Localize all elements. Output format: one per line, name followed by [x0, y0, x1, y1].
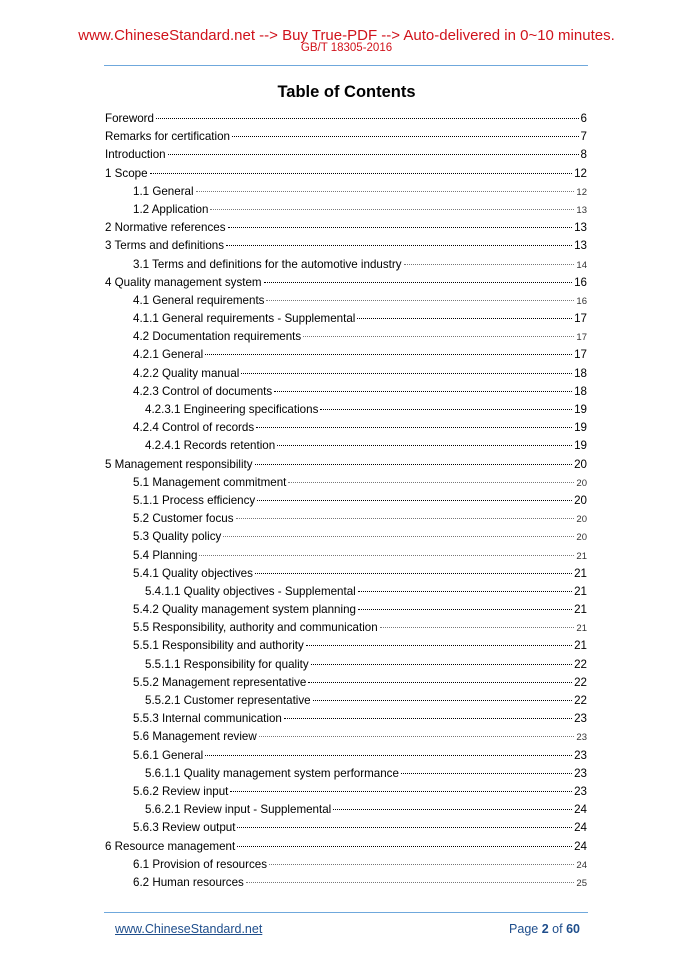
toc-dot-leader — [404, 264, 575, 265]
toc-entry-label: 2 Normative references — [105, 221, 226, 235]
toc-entry-page: 20 — [576, 532, 587, 544]
toc-entry[interactable] — [105, 474, 587, 492]
toc-entry-page: 13 — [576, 204, 587, 216]
toc-entry[interactable] — [105, 874, 587, 892]
toc-entry-page: 20 — [576, 514, 587, 526]
toc-dot-leader — [210, 209, 574, 210]
toc-entry[interactable] — [105, 765, 587, 783]
toc-entry[interactable] — [105, 783, 587, 801]
toc-dot-leader — [274, 391, 572, 392]
toc-entry[interactable] — [105, 128, 587, 146]
toc-entry-page: 16 — [576, 295, 587, 307]
toc-entry-label: 5.6.1.1 Quality management system performance — [145, 766, 399, 780]
toc-entry[interactable] — [105, 146, 587, 164]
toc-entry[interactable] — [105, 383, 587, 401]
footer-divider — [104, 912, 588, 913]
toc-entry-label: 5.6.3 Review output — [133, 821, 236, 835]
toc-entry-page: 12 — [574, 166, 587, 180]
toc-entry[interactable] — [105, 365, 587, 383]
toc-entry[interactable] — [105, 310, 587, 328]
toc-dot-leader — [277, 445, 572, 446]
toc-entry[interactable] — [105, 219, 587, 237]
toc-entry[interactable] — [105, 510, 587, 528]
toc-entry-label: 5.6.1 General — [133, 748, 204, 762]
toc-dot-leader — [241, 373, 572, 374]
toc-dot-leader — [255, 464, 573, 465]
toc-entry-label: Remarks for certification — [105, 130, 230, 144]
toc-entry-page: 16 — [574, 275, 587, 289]
toc-dot-leader — [320, 409, 572, 410]
toc-entry-page: 23 — [574, 748, 587, 762]
page-prefix: Page — [509, 922, 539, 936]
toc-entry-page: 6 — [580, 112, 587, 125]
toc-dot-leader — [246, 882, 575, 883]
toc-entry-page: 23 — [574, 766, 587, 780]
toc-dot-leader — [259, 736, 575, 737]
toc-entry-label: 5.4.1 Quality objectives — [133, 566, 253, 580]
toc-entry-label: 5.5.1.1 Responsibility for quality — [145, 657, 309, 671]
toc-dot-leader — [236, 518, 575, 519]
toc-dot-leader — [333, 809, 572, 810]
toc-entry[interactable] — [105, 801, 587, 819]
toc-entry[interactable] — [105, 819, 587, 837]
toc-entry-page: 24 — [574, 821, 587, 835]
toc-entry-label: 5.5 Responsibility, authority and communication — [133, 621, 378, 635]
toc-entry-label: 5.6 Management review — [133, 730, 257, 744]
toc-entry[interactable] — [105, 674, 587, 692]
toc-entry[interactable] — [105, 656, 587, 674]
toc-dot-leader — [358, 609, 572, 610]
toc-entry-page: 20 — [574, 457, 587, 471]
toc-entry[interactable] — [105, 528, 587, 546]
toc-entry-label: 1 Scope — [105, 166, 148, 180]
toc-dot-leader — [156, 118, 579, 119]
toc-entry[interactable] — [105, 328, 587, 346]
toc-entry-page: 13 — [574, 221, 587, 235]
toc-entry-page: 18 — [574, 366, 587, 380]
toc-entry-label: 5.5.2.1 Customer representative — [145, 694, 311, 707]
toc-entry-page: 21 — [574, 584, 587, 598]
toc-entry-page: 21 — [574, 639, 587, 653]
toc-entry-page: 25 — [576, 877, 587, 889]
toc-dot-leader — [255, 573, 572, 574]
toc-entry-page: 23 — [574, 784, 587, 798]
toc-entry-page: 7 — [580, 130, 587, 144]
toc-entry-page: 21 — [576, 550, 587, 562]
toc-entry-page: 21 — [574, 603, 587, 617]
toc-entry-page: 20 — [576, 477, 587, 489]
toc-entry-page: 19 — [574, 403, 587, 416]
toc-dot-leader — [237, 846, 572, 847]
toc-dot-leader — [311, 664, 572, 665]
toc-entry[interactable] — [105, 237, 587, 255]
toc-entry[interactable] — [105, 856, 587, 874]
toc-entry-page: 22 — [574, 657, 587, 671]
toc-entry-label: 6 Resource management — [105, 839, 236, 853]
toc-entry[interactable] — [105, 274, 587, 292]
toc-entry[interactable] — [105, 183, 587, 201]
toc-dot-leader — [303, 336, 574, 337]
toc-entry-label: 3.1 Terms and definitions for the automotive industry — [133, 257, 402, 271]
toc-entry-page: 14 — [576, 259, 587, 271]
toc-dot-leader — [313, 700, 572, 701]
toc-dot-leader — [266, 300, 574, 301]
toc-entry-label: 6.1 Provision of resources — [133, 857, 268, 871]
toc-entry[interactable] — [105, 201, 587, 219]
toc-entry-label: 5.5.2 Management representative — [133, 675, 307, 689]
toc-entry-label: 1.1 General — [133, 184, 194, 198]
toc-entry[interactable] — [105, 256, 587, 274]
toc-dot-leader — [308, 682, 572, 683]
toc-entry-label: Foreword — [105, 112, 154, 125]
toc-entry[interactable] — [105, 710, 587, 728]
toc-entry[interactable] — [105, 747, 587, 765]
footer-site-link[interactable]: www.ChineseStandard.net — [115, 922, 263, 936]
toc-entry[interactable] — [105, 637, 587, 655]
toc-entry-label: 5 Management responsibility — [105, 457, 253, 471]
toc-entry-label: 5.4.1.1 Quality objectives - Supplemental — [145, 584, 356, 598]
toc-entry-page: 23 — [574, 712, 587, 726]
toc-entry-label: 4.2.1 General — [133, 348, 204, 362]
toc-dot-leader — [168, 154, 579, 155]
toc-entry-label: 4.2.3.1 Engineering specifications — [145, 403, 319, 416]
toc-entry-label: 4.2.2 Quality manual — [133, 366, 240, 380]
toc-entry-page: 19 — [574, 439, 587, 453]
toc-dot-leader — [205, 354, 572, 355]
toc-entry[interactable] — [105, 419, 587, 437]
toc-entry-label: 5.3 Quality policy — [133, 530, 222, 544]
toc-entry-page: 17 — [574, 348, 587, 362]
toc-entry-label: 1.2 Application — [133, 202, 209, 216]
toc-dot-leader — [228, 227, 573, 228]
toc-dot-leader — [199, 555, 574, 556]
toc-entry[interactable] — [105, 728, 587, 746]
toc-entry-label: 4.2 Documentation requirements — [133, 330, 302, 344]
toc-entry-label: 5.4 Planning — [133, 548, 198, 562]
page-title: Table of Contents — [277, 83, 416, 101]
toc-entry-label: 4.2.4 Control of records — [133, 421, 255, 435]
toc-entry-label: 6.2 Human resources — [133, 875, 244, 889]
page-number — [509, 922, 580, 937]
toc-dot-leader — [150, 173, 573, 174]
top-banner-link[interactable]: www.ChineseStandard.net --> Buy True-PDF --> Auto-delivered in 0~10 minutes. — [78, 27, 615, 44]
page-current: 2 — [541, 922, 549, 936]
toc-entry-page: 24 — [576, 859, 587, 871]
toc-entry-page: 24 — [574, 839, 587, 853]
toc-dot-leader — [358, 591, 572, 592]
toc-entry[interactable] — [105, 165, 587, 183]
toc-entry-page: 17 — [576, 332, 587, 344]
toc-entry[interactable] — [105, 547, 587, 565]
table-of-contents — [105, 110, 587, 892]
toc-entry[interactable] — [105, 492, 587, 510]
toc-entry[interactable] — [105, 292, 587, 310]
toc-entry-page: 13 — [574, 239, 587, 253]
toc-entry-label: 4.1 General requirements — [133, 293, 265, 307]
toc-entry-page: 24 — [574, 803, 587, 817]
toc-dot-leader — [284, 718, 572, 719]
page-of: of — [552, 922, 563, 936]
page-total: 60 — [566, 922, 580, 936]
toc-entry-page: 20 — [574, 493, 587, 507]
toc-entry-page: 8 — [580, 148, 587, 162]
toc-dot-leader — [256, 427, 572, 428]
toc-entry-label: 3 Terms and definitions — [105, 239, 225, 253]
toc-dot-leader — [226, 245, 572, 246]
toc-entry[interactable] — [105, 619, 587, 637]
toc-dot-leader — [401, 773, 572, 774]
toc-entry-label: 5.4.2 Quality management system planning — [133, 603, 356, 617]
toc-entry-label: 5.6.2.1 Review input - Supplemental — [145, 803, 332, 817]
toc-entry-page: 22 — [574, 675, 587, 689]
toc-entry[interactable] — [105, 692, 587, 710]
toc-entry-label: 5.5.1 Responsibility and authority — [133, 639, 304, 653]
toc-entry-page: 22 — [574, 694, 587, 707]
toc-dot-leader — [237, 827, 572, 828]
toc-dot-leader — [232, 136, 579, 137]
toc-entry-label: 5.5.3 Internal communication — [133, 712, 282, 726]
document-code: GB/T 18305-2016 — [300, 42, 393, 54]
toc-entry-label: 5.1 Management commitment — [133, 475, 287, 489]
toc-entry-label: 4 Quality management system — [105, 275, 262, 289]
toc-entry[interactable] — [105, 456, 587, 474]
toc-entry-page: 21 — [576, 623, 587, 635]
toc-entry-label: 4.1.1 General requirements - Supplemental — [133, 312, 356, 326]
toc-entry-label: 4.2.4.1 Records retention — [145, 439, 276, 453]
toc-dot-leader — [205, 755, 572, 756]
toc-entry-label: 5.2 Customer focus — [133, 512, 234, 526]
toc-entry-page: 23 — [576, 732, 587, 744]
toc-entry[interactable] — [105, 565, 587, 583]
toc-entry-page: 19 — [574, 421, 587, 435]
toc-entry[interactable] — [105, 601, 587, 619]
toc-entry[interactable] — [105, 401, 587, 419]
toc-dot-leader — [357, 318, 572, 319]
toc-entry[interactable] — [105, 346, 587, 364]
toc-dot-leader — [196, 191, 575, 192]
toc-entry-label: 5.1.1 Process efficiency — [133, 493, 256, 507]
toc-dot-leader — [288, 482, 574, 483]
toc-entry[interactable] — [105, 838, 587, 856]
toc-entry-label: 4.2.3 Control of documents — [133, 384, 273, 398]
toc-entry-label: 5.6.2 Review input — [133, 784, 229, 798]
toc-entry-page: 17 — [574, 312, 587, 326]
toc-dot-leader — [230, 791, 572, 792]
toc-entry[interactable] — [105, 583, 587, 601]
toc-dot-leader — [223, 536, 574, 537]
toc-entry[interactable] — [105, 110, 587, 128]
toc-entry[interactable] — [105, 437, 587, 455]
toc-entry-label: Introduction — [105, 148, 166, 162]
toc-entry-page: 21 — [574, 566, 587, 580]
toc-entry-page: 18 — [574, 384, 587, 398]
toc-dot-leader — [306, 645, 572, 646]
header-divider — [104, 65, 588, 66]
toc-dot-leader — [380, 627, 575, 628]
toc-entry-page: 12 — [576, 186, 587, 198]
toc-dot-leader — [257, 500, 572, 501]
toc-dot-leader — [269, 864, 574, 865]
toc-dot-leader — [264, 282, 573, 283]
